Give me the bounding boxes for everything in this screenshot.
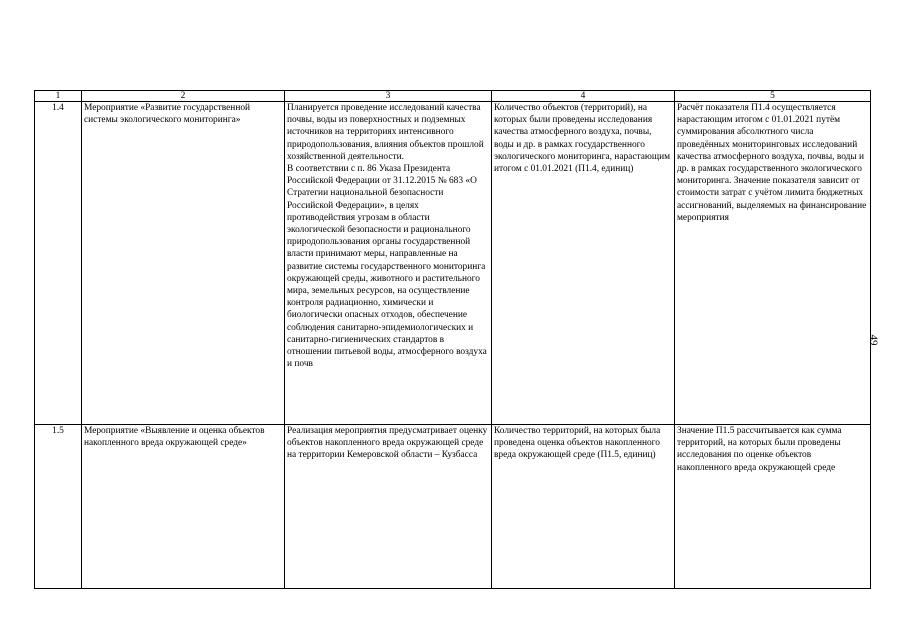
indicator-calculation: Значение П1.5 рассчитывается как сумма территорий, на которых были проведены исследования по оценке объектов накопленного вреда окружающей среде — [675, 425, 871, 589]
event-name: Мероприятие «Выявление и оценка объектов накопленного вреда окружающей среде» — [82, 425, 285, 589]
column-number: 3 — [285, 91, 492, 102]
page-number: 49 — [867, 334, 880, 346]
column-number: 2 — [82, 91, 285, 102]
measures-table — [34, 90, 871, 589]
event-description: Реализация мероприятия предусматривает оценку объектов накопленного вреда окружающей среде на территории Кемеровской области – Кузбасса — [285, 425, 492, 589]
indicator-name: Количество территорий, на которых была проведена оценка объектов накопленного вреда окружающей среде (П1.5, единиц) — [492, 425, 675, 589]
event-name: Мероприятие «Развитие государственной системы экологического мониторинга» — [82, 102, 285, 425]
indicator-calculation: Расчёт показателя П1.4 осуществляется нарастающим итогом с 01.01.2021 путём суммирования абсолютного числа проведённых мониторинговых исследований качества атмосферного воздуха, почвы, воды и др. в рамках государственного экологического мониторинга. Значение показателя зависит от стоимости затрат с учётом лимита бюджетных ассигнований, выделяемых на финансирование мероприятия — [675, 102, 871, 425]
table-row — [35, 102, 871, 425]
column-number: 5 — [675, 91, 871, 102]
row-number: 1.4 — [35, 102, 82, 425]
row-number: 1.5 — [35, 425, 82, 589]
column-number: 1 — [35, 91, 82, 102]
column-numbers-row — [35, 91, 871, 102]
indicator-name: Количество объектов (территорий), на которых были проведены исследования качества атмосферного воздуха, почвы, воды и др. в рамках государственного экологического мониторинга, нарастающим итогом с 01.01.2021 (П1.4, единиц) — [492, 102, 675, 425]
event-description: Планируется проведение исследований качества почвы, воды из поверхностных и подземных источников на территориях интенсивного природопользования, влияния объектов прошлой хозяйственной деятельности. В соответствии с п. 86 Указа Президента Российской Федерации от 31.12.2015 № 683 «О Стратегии национальной безопасности Российской Федерации», в целях противодействия угрозам в области экологической безопасности и рационального природопользования органы государственной власти принимают меры, направленные на развитие системы государственного мониторинга окружающей среды, животного и растительного мира, земельных ресурсов, на осуществление контроля радиационно, химически и биологически опасных отходов, обеспечение соблюдения санитарно-эпидемиологических и санитарно-гигиенических стандартов в отношении питьевой воды, атмосферного воздуха и почв — [285, 102, 492, 425]
table-row — [35, 425, 871, 589]
column-number: 4 — [492, 91, 675, 102]
